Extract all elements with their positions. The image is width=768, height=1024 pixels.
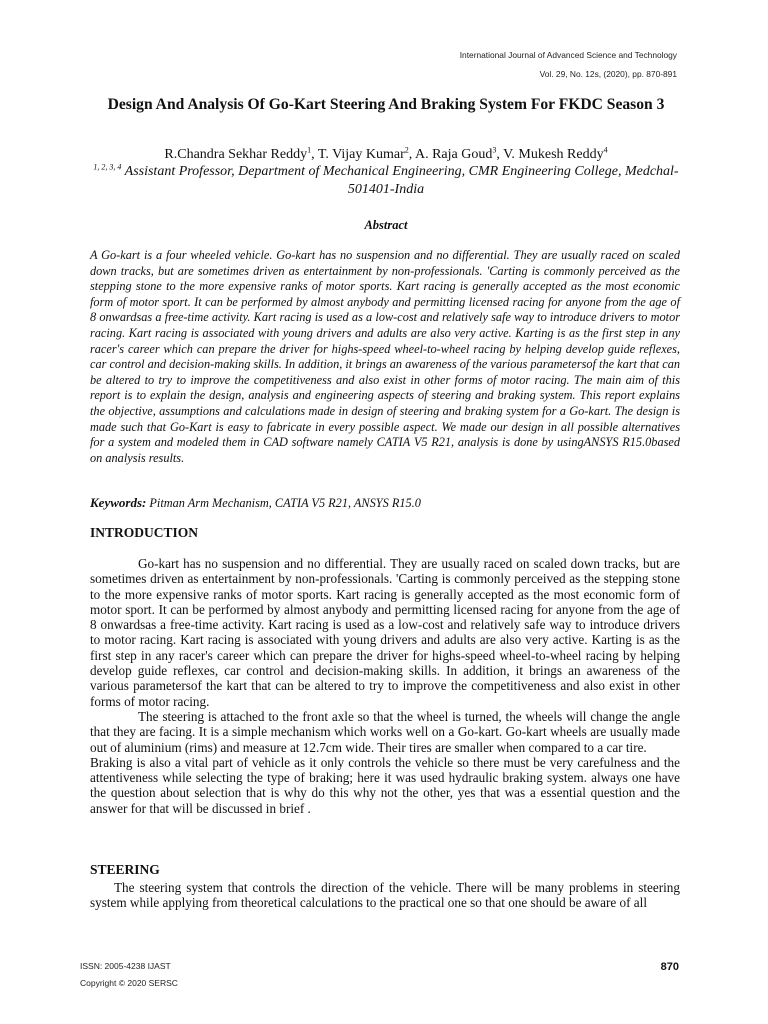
keywords — [90, 495, 680, 512]
author-name: V. Mukesh Reddy — [503, 147, 604, 162]
intro-paragraph: Braking is also a vital part of vehicle as it only controls the vehicle so there must be very carefulness and the attentiveness while selecting the type of braking; here it was used hydraulic braking system. always one have the question about selection that is why do this why not the other, yes that was a essential question and the answer for that will be discussed in brief . — [90, 754, 680, 816]
affiliation-sup: 1, 2, 3, 4 — [93, 162, 122, 172]
steering-heading: STEERING — [90, 862, 160, 877]
author-sup: 1 — [307, 145, 312, 155]
author-name: R.Chandra Sekhar Reddy — [164, 147, 308, 162]
author-sup: 3 — [492, 145, 497, 155]
journal-name: International Journal of Advanced Science and Technology — [459, 50, 677, 60]
abstract-heading: Abstract — [364, 218, 408, 232]
issn-footer: ISSN: 2005-4238 IJAST — [80, 961, 171, 971]
author-sup: 4 — [603, 145, 608, 155]
keywords-text: Pitman Arm Mechanism, CATIA V5 R21, ANSYS R15.0 — [149, 496, 421, 510]
steering-paragraph: The steering system that controls the direction of the vehicle. There will be many problems in steering system while applying from theoretical calculations to the practical one so that one should be aware of all — [90, 880, 680, 911]
author-sup: 2 — [404, 145, 409, 155]
author-name: A. Raja Goud — [414, 147, 493, 162]
introduction-body — [90, 556, 680, 816]
affiliation — [80, 163, 692, 199]
introduction-heading: INTRODUCTION — [90, 525, 199, 540]
intro-paragraph: Go-kart has no suspension and no differential. They are usually raced on scaled down tracks, but are sometimes driven as entertainment by non-professionals. 'Carting is commonly perceived as the stepping stone to the more expensive ranks of motor sports. Kart racing is generally accepted as the most economic form of motor sport. It can be performed by almost anybody and permitting licensed racing for anyone from the age of 8 onwardsas a free-time activity. Kart racing is used as a low-cost and relatively safe way to introduce drivers to motor racing. Kart racing is associated with young drivers and adults are also very active. Karting is as the first step in any racer's career which can prepare the driver for highs-speed wheel-to-wheel racing by helping develop guide reflexes, car control and decision-making skills. In addition, it brings an awareness of the various parametersof the kart that can be altered to try to improve the competitiveness and also exist in other forms of motor racing. — [90, 556, 680, 709]
author-name: T. Vijay Kumar — [317, 147, 405, 162]
author-list: R.Chandra Sekhar Reddy$^1$, T. Vijay Kumar$^2$, A. Raja Goud$^3$, V. Mukesh Reddy$^4$ — [164, 145, 608, 162]
paper-title: Design And Analysis Of Go-Kart Steering And Braking System For FKDC Season 3 — [107, 96, 665, 113]
copyright-footer: Copyright © 2020 SERSC — [80, 978, 178, 988]
abstract-text: A Go-kart is a four wheeled vehicle. Go-kart has no suspension and no differential. They are usually raced on scaled down tracks, but are sometimes driven as entertainment by non-professionals. 'Carting is commonly perceived as the stepping stone to the more expensive ranks of motor sports. Kart racing is generally accepted as the most economic form of motor sport. It can be performed by almost anybody and permitting licensed racing for anyone from the age of 8 onwardsas a free-time activity. Kart racing is used as a low-cost and relatively safe way to introduce drivers to motor racing. Kart racing is associated with young drivers and adults are also very active. Karting is as the first step in any racer's career which can prepare the driver for highs-speed wheel-to-wheel racing by helping develop guide reflexes, car control and decision-making skills. In addition, it brings an awareness of the various parametersof the kart that can be altered to try to improve the competitiveness and also exist in other forms of motor racing. The main aim of this report is to explain the design, analysis and engineering aspects of steering and braking system. This report explains the objective, assumptions and calculations made in design of steering and braking system for a Go-kart. The design is made such that Go-Kart is easy to fabricate in every possible aspect. We made our design in all possible alternatives for a system and modeled them in CAD software namely CATIA V5 R21, analysis is done by usingANSYS R15.0based on analysis results. — [90, 248, 680, 465]
keywords-label: Keywords: — [90, 495, 147, 510]
intro-paragraph: The steering is attached to the front axle so that the wheel is turned, the wheels will change the angle that they are facing. It is a simple mechanism which works well on a Go-kart. Go-kart wheels are usually made out of aluminium (rims) and measure at 12.7cm wide. Their tires are smaller when compared to a car tire. — [90, 708, 680, 755]
page-number: 870 — [660, 961, 679, 973]
affiliation-text: Assistant Professor, Department of Mechanical Engineering, CMR Engineering College, Medchal-501401-India — [124, 164, 679, 197]
volume-info: Vol. 29, No. 12s, (2020), pp. 870-891 — [539, 69, 677, 79]
